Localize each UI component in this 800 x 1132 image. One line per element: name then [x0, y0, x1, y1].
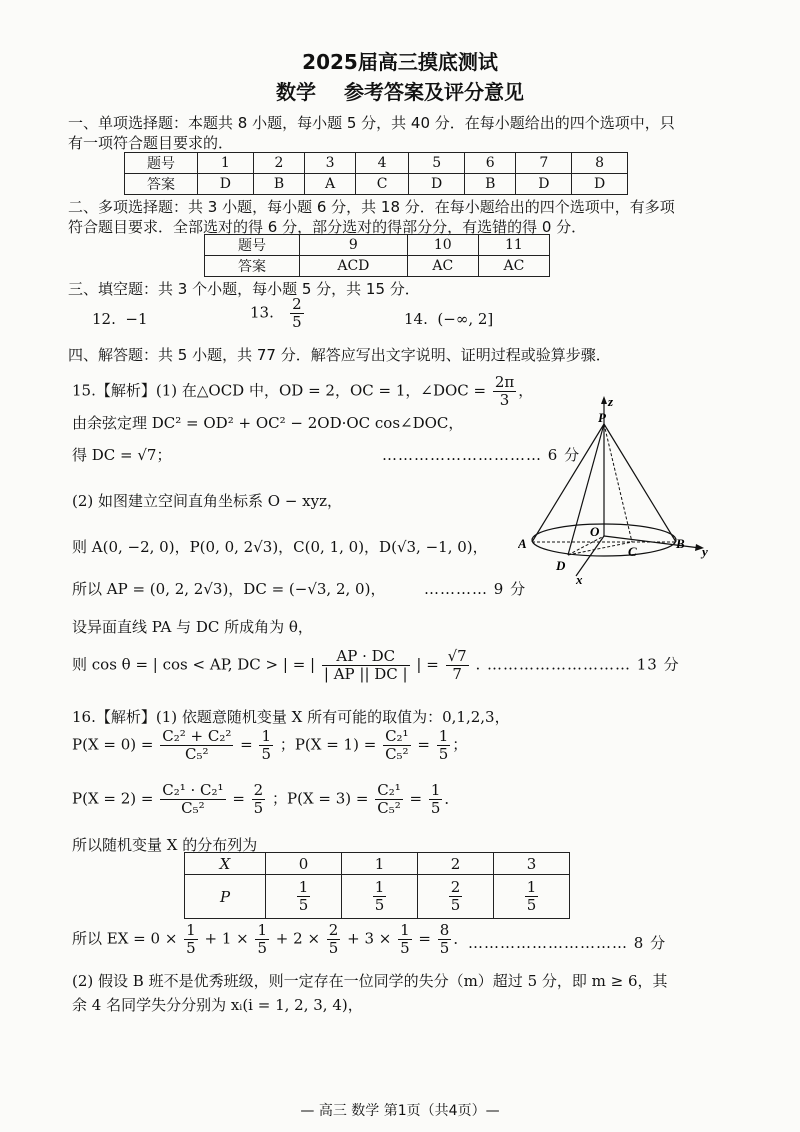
ex-prefix: 所以 EX = 0 ×	[72, 929, 178, 948]
cos-value-numerator: √7	[447, 647, 467, 665]
multi-choice-answer-table	[204, 234, 550, 277]
ex-num: 1	[186, 921, 196, 939]
cos-value-fraction	[446, 648, 469, 683]
q15-dc-result: 得 DC = √7；	[72, 446, 172, 464]
q16-part2-line2: 余 4 名同学失分分别为 xᵢ(i = 1, 2, 3, 4)，	[72, 996, 363, 1014]
p-num: 1	[374, 878, 385, 896]
section2-line1: 二、多项选择题：共 3 小题，每小题 6 分，共 18 分．在每小题给出的四个选项中，有多项	[68, 198, 675, 216]
table-row	[125, 153, 628, 174]
p2-lhs: P(X = 2) =	[72, 789, 154, 808]
q16-expectation: 所以 EX = 0 × $\frac{1}{5}$ + 1 × $\frac{1}{5}$ + 2 × $\frac{2}{5}$ + 3 × $\frac{1}{5}$ = $\frac{8}{5}$ ．	[72, 921, 469, 957]
ex-term	[184, 922, 198, 957]
p-num: 1	[298, 878, 309, 896]
p0-lhs: P(X = 0) =	[72, 735, 154, 754]
segment-dc	[568, 542, 632, 555]
q16-p0-p1: P(X = 0) = $\frac{\text{C₂² + C₂²}}{\text{C₅²}}$ = $\frac{1}{5}$ ；P(X = 1) = $\frac{\text{C₂¹}}{\text{C₅²}}$ = $\frac{1}{5}$ ；	[72, 727, 468, 763]
q15-vectors: 所以 AP = (0, 2, 2√3)，DC = (−√3, 2, 0)，	[72, 580, 386, 598]
z-axis-arrow	[601, 396, 607, 404]
p-den: 5	[526, 896, 537, 914]
p-num: 2	[450, 878, 461, 896]
ex-num: 1	[400, 921, 410, 939]
p1-fraction	[383, 728, 411, 763]
ex-result-num: 8	[439, 921, 450, 939]
cos-value-denominator: 7	[452, 665, 462, 683]
q13-answer	[250, 296, 306, 331]
table-cell: D	[198, 174, 254, 195]
table-cell: ACD	[300, 256, 408, 277]
table-cell: 2	[418, 853, 494, 875]
p-fraction	[449, 879, 463, 914]
ex-num: 2	[328, 921, 339, 939]
table-cell: 7	[516, 153, 572, 174]
p1-lhs: ；P(X = 1) =	[279, 735, 377, 754]
label-b: B	[676, 536, 685, 551]
ex-den: 5	[257, 939, 268, 957]
q16-score-8: ………………………… 8 分	[468, 934, 667, 952]
table-cell: C	[355, 174, 408, 195]
q15-cosine-law: 由余弦定理 DC² = OD² + OC² − 2OD·OC cos∠DOC，	[72, 414, 464, 432]
table-row	[185, 853, 570, 875]
p0-fraction	[160, 728, 233, 763]
table-cell: D	[572, 174, 628, 195]
p1-result-num: 1	[438, 727, 449, 745]
ex-x: 1	[221, 929, 232, 948]
table-cell	[494, 875, 570, 919]
p-fraction	[373, 879, 387, 914]
p1-result-den: 5	[438, 745, 449, 763]
q15-cos-formula	[72, 648, 680, 683]
q13-numerator: 2	[292, 295, 302, 313]
p-den: 5	[298, 896, 309, 914]
table-cell: D	[516, 174, 572, 195]
label-y: y	[702, 544, 708, 559]
label-a: A	[518, 536, 527, 551]
ex-x: 3	[364, 929, 374, 948]
ex-term	[398, 922, 412, 957]
table-cell	[266, 875, 342, 919]
q16-p2-p3: P(X = 2) = $\frac{\text{C₂¹ · C₂¹}}{\text{C₅²}}$ = $\frac{2}{5}$ ；P(X = 3) = $\frac{\text{C₂¹}}{\text{C₅²}}$ = $\frac{1}{5}$ ．	[72, 781, 460, 817]
p2-result-num: 2	[253, 781, 264, 799]
ex-den: 5	[186, 939, 196, 957]
answer-key-label: 参考答案及评分意见	[344, 80, 524, 104]
q16-part2-line1: (2) 假设 B 班不是优秀班级，则一定存在一位同学的失分（m）超过 5 分，即 m ≥ 6，其	[72, 972, 668, 990]
ex-term	[255, 922, 269, 957]
ex-result	[438, 922, 452, 957]
angle-numerator: 2π	[494, 373, 515, 391]
table-cell: B	[465, 174, 516, 195]
p1-denominator: C₅²	[385, 745, 409, 763]
table-cell: 3	[494, 853, 570, 875]
label-p: P	[598, 410, 606, 425]
p3-result	[429, 782, 443, 817]
section1-line2: 有一项符合题目要求的．	[68, 134, 234, 152]
q12-answer	[92, 310, 148, 328]
table-header-cell: 答案	[125, 174, 198, 195]
table-cell: 5	[409, 153, 465, 174]
table-cell	[342, 875, 418, 919]
q13-fraction	[290, 296, 304, 331]
q15-score-13: . ……………………… 13 分	[475, 655, 680, 674]
p0-result-num: 1	[261, 727, 272, 745]
table-cell: AC	[407, 256, 478, 277]
angle-denominator: 3	[499, 391, 510, 409]
page-footer: — 高三 数学 第1页（共4页）—	[300, 1103, 500, 1119]
p1-result	[437, 728, 451, 763]
section1-line1: 一、单项选择题：本题共 8 小题，每小题 5 分，共 40 分．在每小题给出的四个选项中，只	[68, 114, 675, 132]
q15-coordinates: 则 A(0, −2, 0)，P(0, 0, 2√3)，C(0, 1, 0)，D(√3, −1, 0)，	[72, 538, 488, 556]
p0-result	[259, 728, 273, 763]
table-row	[185, 875, 570, 919]
p-fraction	[525, 879, 539, 914]
p0-denominator: C₅²	[185, 745, 209, 763]
p-den: 5	[450, 896, 461, 914]
table-cell: 9	[300, 235, 408, 256]
table-cell: 8	[572, 153, 628, 174]
p2-result-den: 5	[253, 799, 264, 817]
cos-fraction	[322, 648, 410, 683]
q14-value: (−∞, 2]	[437, 310, 494, 328]
table-cell: 10	[407, 235, 478, 256]
label-o: O	[590, 524, 600, 539]
distribution-table	[184, 852, 570, 919]
section3-line1: 三、填空题：共 3 个小题，每小题 5 分，共 15 分．	[68, 280, 420, 298]
table-cell: B	[253, 174, 304, 195]
angle-fraction	[493, 374, 516, 409]
table-header-cell: 答案	[205, 256, 300, 277]
q13-denominator: 5	[292, 313, 302, 331]
label-z: z	[608, 394, 614, 409]
single-choice-answer-table	[124, 152, 628, 195]
ex-num: 1	[257, 921, 268, 939]
q13-label: 13.	[250, 303, 274, 322]
ex-den: 5	[400, 939, 410, 957]
table-cell: AC	[478, 256, 549, 277]
p-num: 1	[526, 878, 537, 896]
label-d: D	[556, 558, 566, 573]
table-cell: 6	[465, 153, 516, 174]
q12-value: −1	[125, 310, 148, 328]
p3-denominator: C₅²	[377, 799, 401, 817]
section2-line2: 符合题目要求．全部选对的得 6 分，部分选对的得部分分，有选错的得 0 分．	[68, 218, 587, 236]
q15-header: 15.【解析】(1) 在△OCD 中，OD = 2，OC = 1，∠DOC = $\frac{2\pi}{3}$ ，	[72, 373, 534, 409]
table-cell: 1	[342, 853, 418, 875]
p2-denominator: C₅²	[181, 799, 205, 817]
p2-result	[252, 782, 266, 817]
table-cell: D	[409, 174, 465, 195]
q12-label: 12.	[92, 310, 116, 328]
ex-x: 2	[293, 929, 303, 948]
cos-numerator: AP · DC	[322, 648, 410, 666]
table-row	[125, 174, 628, 195]
ex-result-den: 5	[439, 939, 450, 957]
label-x: x	[576, 572, 583, 586]
q16-dist-intro: 所以随机变量 X 的分布列为	[72, 836, 258, 854]
p3-lhs: ；P(X = 3) =	[272, 789, 369, 808]
q15-angle-def: 设异面直线 PA 与 DC 所成角为 θ，	[72, 618, 313, 636]
p3-result-den: 5	[430, 799, 441, 817]
p3-result-num: 1	[430, 781, 441, 799]
p3-fraction	[375, 782, 403, 817]
q15-score-9: ………… 9 分	[424, 580, 527, 598]
table-cell: 3	[305, 153, 356, 174]
table-cell: 2	[253, 153, 304, 174]
table-cell: 1	[198, 153, 254, 174]
p2-numerator: C₂¹ · C₂¹	[162, 781, 224, 799]
label-c: C	[628, 544, 637, 559]
q15-part2: (2) 如图建立空间直角坐标系 O − xyz，	[72, 492, 343, 510]
table-header-cell: X	[185, 853, 266, 875]
ex-den: 5	[328, 939, 339, 957]
exam-subtitle	[0, 76, 800, 105]
p1-numerator: C₂¹	[385, 727, 409, 745]
subject-label: 数学	[276, 80, 316, 104]
p0-numerator: C₂² + C₂²	[162, 727, 232, 745]
table-row	[205, 256, 550, 277]
p-den: 5	[374, 896, 385, 914]
table-cell: 11	[478, 235, 549, 256]
cos-equals: | =	[416, 655, 439, 674]
p3-numerator: C₂¹	[377, 781, 401, 799]
q15-intro: 15.【解析】(1) 在△OCD 中，OD = 2，OC = 1，∠DOC =	[72, 381, 487, 400]
q14-answer	[404, 310, 493, 328]
table-cell: 0	[266, 853, 342, 875]
cone-figure	[518, 390, 718, 586]
p0-result-den: 5	[261, 745, 272, 763]
table-cell	[418, 875, 494, 919]
p2-fraction	[160, 782, 225, 817]
cos-denominator: | AP || DC |	[323, 665, 408, 683]
q15-score-6: ………………………… 6 分	[382, 446, 581, 464]
section4-line1: 四、解答题：共 5 小题，共 77 分．解答应写出文字说明、证明过程或验算步骤．	[68, 346, 611, 364]
q16-header: 16.【解析】(1) 依题意随机变量 X 所有可能的取值为：0,1,2,3，	[72, 708, 510, 726]
exam-title: 2025届高三摸底测试	[302, 50, 498, 74]
cos-prefix: 则 cos θ = | cos < AP, DC > | = |	[72, 655, 316, 674]
ex-term	[327, 922, 341, 957]
table-row	[205, 235, 550, 256]
table-header-cell: P	[185, 875, 266, 919]
table-header-cell: 题号	[125, 153, 198, 174]
q14-label: 14.	[404, 310, 428, 328]
table-header-cell: 题号	[205, 235, 300, 256]
table-cell: 4	[355, 153, 408, 174]
table-cell: A	[305, 174, 356, 195]
p-fraction	[297, 879, 311, 914]
